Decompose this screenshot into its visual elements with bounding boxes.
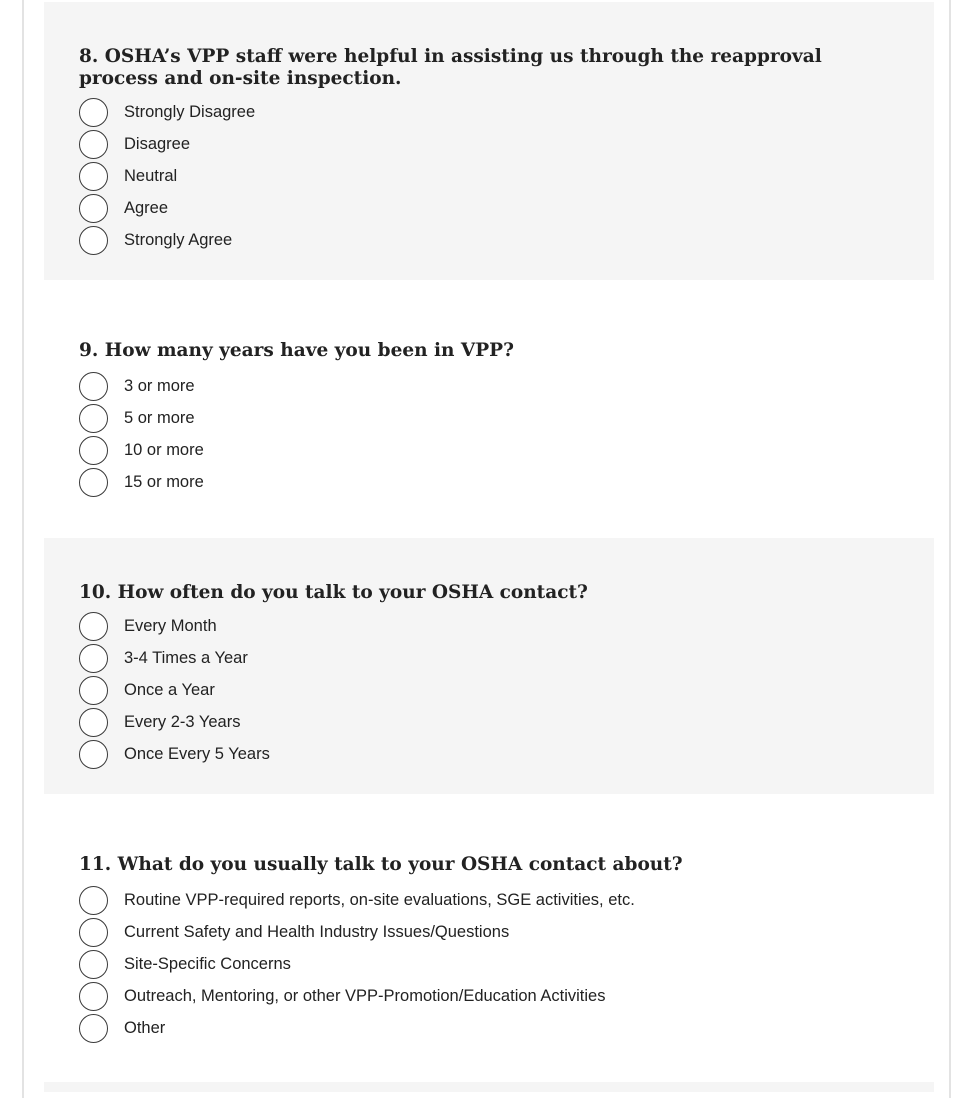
radio-button[interactable] <box>79 918 108 947</box>
radio-button[interactable] <box>79 194 108 223</box>
option-once-every-5-years[interactable]: Once Every 5 Years <box>79 738 270 770</box>
option-site-specific-concerns[interactable]: Site-Specific Concerns <box>79 948 635 980</box>
option-3-or-more[interactable]: 3 or more <box>79 370 204 402</box>
radio-button[interactable] <box>79 676 108 705</box>
question-11-title: 11. What do you usually talk to your OSHA contact about? <box>79 854 683 875</box>
question-10 <box>44 538 934 794</box>
question-8-title: 8. OSHA’s VPP staff were helpful in assisting us through the reapproval process and on-site inspection. <box>79 46 822 89</box>
radio-button[interactable] <box>79 226 108 255</box>
option-5-or-more[interactable]: 5 or more <box>79 402 204 434</box>
radio-button[interactable] <box>79 950 108 979</box>
option-15-or-more[interactable]: 15 or more <box>79 466 204 498</box>
option-other[interactable]: Other <box>79 1012 635 1044</box>
radio-button[interactable] <box>79 162 108 191</box>
question-11-options <box>79 884 635 1044</box>
radio-button[interactable] <box>79 644 108 673</box>
radio-button[interactable] <box>79 404 108 433</box>
question-8-options <box>79 96 255 256</box>
option-once-a-year[interactable]: Once a Year <box>79 674 270 706</box>
option-strongly-disagree[interactable]: Strongly Disagree <box>79 96 255 128</box>
question-10-options <box>79 610 270 770</box>
option-every-month[interactable]: Every Month <box>79 610 270 642</box>
radio-button[interactable] <box>79 468 108 497</box>
option-every-2-3-years[interactable]: Every 2-3 Years <box>79 706 270 738</box>
radio-button[interactable] <box>79 740 108 769</box>
radio-button[interactable] <box>79 98 108 127</box>
next-question-edge <box>44 1082 934 1092</box>
option-outreach-mentoring[interactable]: Outreach, Mentoring, or other VPP-Promotion/Education Activities <box>79 980 635 1012</box>
option-agree[interactable]: Agree <box>79 192 255 224</box>
question-9-options <box>79 370 204 498</box>
option-3-4-times-a-year[interactable]: 3-4 Times a Year <box>79 642 270 674</box>
radio-button[interactable] <box>79 886 108 915</box>
radio-button[interactable] <box>79 612 108 641</box>
question-10-title: 10. How often do you talk to your OSHA contact? <box>79 582 588 603</box>
question-11 <box>44 796 934 1076</box>
option-routine-vpp-reports[interactable]: Routine VPP-required reports, on-site evaluations, SGE activities, etc. <box>79 884 635 916</box>
question-9 <box>44 290 934 536</box>
option-neutral[interactable]: Neutral <box>79 160 255 192</box>
radio-button[interactable] <box>79 436 108 465</box>
question-9-title: 9. How many years have you been in VPP? <box>79 340 514 361</box>
radio-button[interactable] <box>79 708 108 737</box>
radio-button[interactable] <box>79 1014 108 1043</box>
option-disagree[interactable]: Disagree <box>79 128 255 160</box>
option-industry-issues[interactable]: Current Safety and Health Industry Issues/Questions <box>79 916 635 948</box>
option-10-or-more[interactable]: 10 or more <box>79 434 204 466</box>
option-strongly-agree[interactable]: Strongly Agree <box>79 224 255 256</box>
radio-button[interactable] <box>79 982 108 1011</box>
radio-button[interactable] <box>79 130 108 159</box>
question-8 <box>44 2 934 280</box>
radio-button[interactable] <box>79 372 108 401</box>
